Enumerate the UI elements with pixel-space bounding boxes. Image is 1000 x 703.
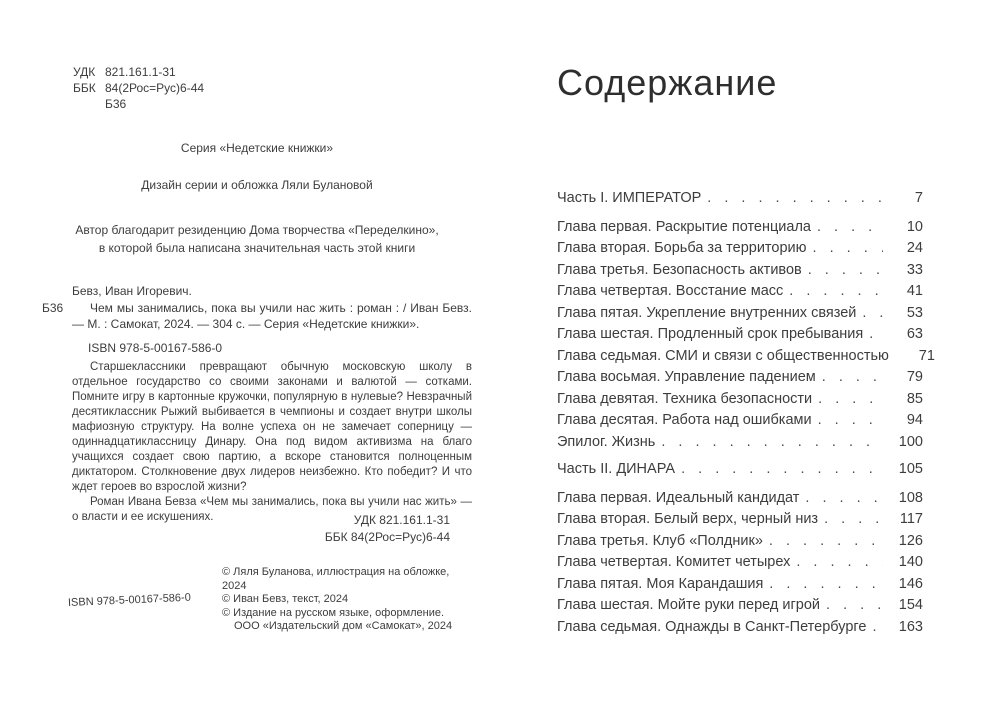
catalog-author: Бевз, Иван Игоревич. [72,284,192,298]
dotted-leader [805,488,883,510]
toc-entry-label: Глава десятая. Работа над ошибками [557,412,812,428]
toc-entry-label: Глава шестая. Мойте руки перед игрой [557,597,821,613]
toc-chapter-row [557,238,923,260]
author-thanks-line2: в которой была написана значительная часть этой книги [98,241,416,255]
toc-page-number: 63 [906,326,923,342]
toc-entry-label: Глава четвертая. Комитет четырех [557,554,791,570]
toc-entry-label: Эпилог. Жизнь [557,433,656,450]
toc-chapter-row [557,617,923,639]
toc-page-number: 117 [899,511,923,527]
toc-entry-label: Глава пятая. Укрепление внутренних связей [557,304,857,321]
toc-section [557,188,935,453]
toc-page-number: 126 [898,532,923,549]
toc-page-number: 163 [898,618,923,635]
toc-entry-label: Глава седьмая. Однажды в Санкт-Петербурге [557,618,867,635]
toc-part-row [557,188,923,210]
author-sign: Б36 [105,97,127,111]
toc-page-number: 100 [898,433,923,450]
toc-entry-label: Глава пятая. Моя Карандашия [557,575,764,592]
toc-chapter-row [557,367,923,389]
toc-page-number: 85 [906,390,923,407]
toc-chapter-row [557,509,923,531]
catalog-isbn: ISBN 978-5-00167-586-0 [88,340,223,355]
dotted-leader [769,574,883,596]
copyright-line: ООО «Издательский дом «Самокат», 2024 [234,620,453,632]
udk-label: УДК [73,65,96,79]
series-line: Серия «Недетские книжки» [180,141,334,155]
toc-page-number: 140 [898,554,923,570]
udk-line [73,64,204,80]
bbk-line [73,80,204,96]
toc-entry-label: Глава седьмая. СМИ и связи с общественностью [557,347,889,364]
udk-footer-line: УДК 821.161.1-31 [353,513,450,527]
copyright-block [222,566,472,634]
toc-chapter-row [557,552,923,574]
toc-page-number: 24 [906,240,923,256]
toc-title: Содержание [557,62,778,103]
toc-entry-label: Глава девятая. Техника безопасности [557,390,813,407]
toc-entry-label: Часть II. ДИНАРА [557,461,676,477]
toc-page-number: 105 [898,461,923,477]
author-thanks [42,221,472,257]
toc-entry-label: Глава шестая. Продленный срок пребывания [557,326,864,342]
toc-page-number: 41 [906,283,923,299]
toc-part-row [557,459,923,481]
imprint-codes [73,64,204,112]
toc-entry-label: Глава восьмая. Управление падением [557,369,816,385]
dotted-leader [824,509,883,531]
catalog-sign: Б36 [42,301,64,315]
dotted-leader [808,260,883,282]
dotted-leader [707,188,883,210]
copyright-line: © Ляля Буланова, иллюстрация на обложке, 2024 [222,566,450,592]
toc-chapter-row [557,574,923,596]
toc-chapter-row [557,324,923,346]
toc-entry-label: Часть I. ИМПЕРАТОР [557,190,702,206]
dotted-leader [869,324,883,346]
toc-page-number: 71 [918,347,935,364]
dotted-leader [818,410,883,432]
catalog-bibliographic-record: Чем мы занимались, пока вы учили нас жить : роман : / Иван Бевз. — М. : Самокат, 2024. — 304 с. — Серия «Недетские книжки». [72,300,472,331]
bbk-label: ББК [73,81,96,95]
copyright-line: © Иван Бевз, текст, 2024 [222,593,349,605]
toc-chapter-row [557,595,923,617]
dotted-leader [872,617,883,639]
toc-entry-label: Глава первая. Раскрытие потенциала [557,218,811,235]
toc-entry-label: Глава вторая. Борьба за территорию [557,240,807,256]
dotted-leader [826,595,883,617]
toc-page-number: 7 [914,190,923,206]
toc-page-number: 94 [906,412,923,428]
bbk-footer-line: ББК 84(2Рос=Рус)6-44 [324,529,450,544]
author-thanks-line1: Автор благодарит резиденцию Дома творчества «Переделкино», [75,223,439,237]
toc-page-number: 146 [898,575,923,592]
dotted-leader [681,459,883,481]
design-credit: Дизайн серии и обложка Ляли Булановой [141,178,373,192]
toc-chapter-row [557,346,935,368]
toc-sections [557,188,935,638]
annotation-paragraph-2: Роман Ивана Бевза «Чем мы занимались, пока вы учили нас жить» — о власти и ее искушениях. [72,496,472,523]
dotted-leader [796,552,883,574]
toc-chapter-row [557,389,923,411]
toc-page-number: 33 [906,261,923,278]
udk-value: 821.161.1-31 [105,65,176,79]
toc-entry-label: Глава четвертая. Восстание масс [557,283,784,299]
dotted-leader [813,238,883,260]
copyright-line: © Издание на русском языке, оформление. [222,606,445,619]
dotted-leader [817,217,883,239]
toc-chapter-row [557,432,923,454]
toc-chapter-row [557,488,923,510]
toc-page-number: 79 [906,369,923,385]
dotted-leader [789,281,883,303]
toc-page-number: 154 [898,597,923,613]
toc-entry-label: Глава вторая. Белый верх, черный низ [557,511,819,527]
toc-chapter-row [557,410,923,432]
toc-section [557,459,923,638]
udk-bbk-footer [325,512,450,545]
annotation [72,360,472,525]
toc-entry-label: Глава первая. Идеальный кандидат [557,489,800,506]
dotted-leader [769,531,883,553]
dotted-leader [661,432,883,454]
dotted-leader [818,389,883,411]
catalog-record [42,283,472,356]
toc-entry-label: Глава третья. Клуб «Полдник» [557,532,763,549]
toc-chapter-row [557,260,923,282]
bbk-value: 84(2Рос=Рус)6-44 [105,81,205,95]
imprint-page [42,0,472,703]
annotation-paragraph-1: Старшеклассники превращают обычную московскую школу в отдельное государство со своими законами и валютой — сотками. Помните игру в картонные кружочки, популярную в нулевые? Невзрачный десятиклассник Рыжий выбивается в чемпионы и создает внутри школы мафиозную структуру. На волне успеха он не замечает соперницу — одиннадцатиклассницу Динару. Она под видом активизма на благо учащихся создает свою партию, а вскоре становится полноценным диктатором. Столкновение двух лидеров неизбежно. Кто победит? И что ждет героев во взрослой жизни? [72,361,472,493]
toc-page-number: 10 [906,218,923,235]
toc-chapter-row [557,531,923,553]
isbn-footer: ISBN 978-5-00167-586-0 [67,591,192,609]
toc-page-number: 53 [906,304,923,321]
toc-chapter-row [557,217,923,239]
toc-entry-label: Глава третья. Безопасность активов [557,261,802,278]
toc-chapter-row [557,281,923,303]
toc-page [557,0,935,703]
toc-page-number: 108 [898,489,923,506]
toc-chapter-row [557,303,923,325]
dotted-leader [862,303,883,325]
dotted-leader [822,367,883,389]
